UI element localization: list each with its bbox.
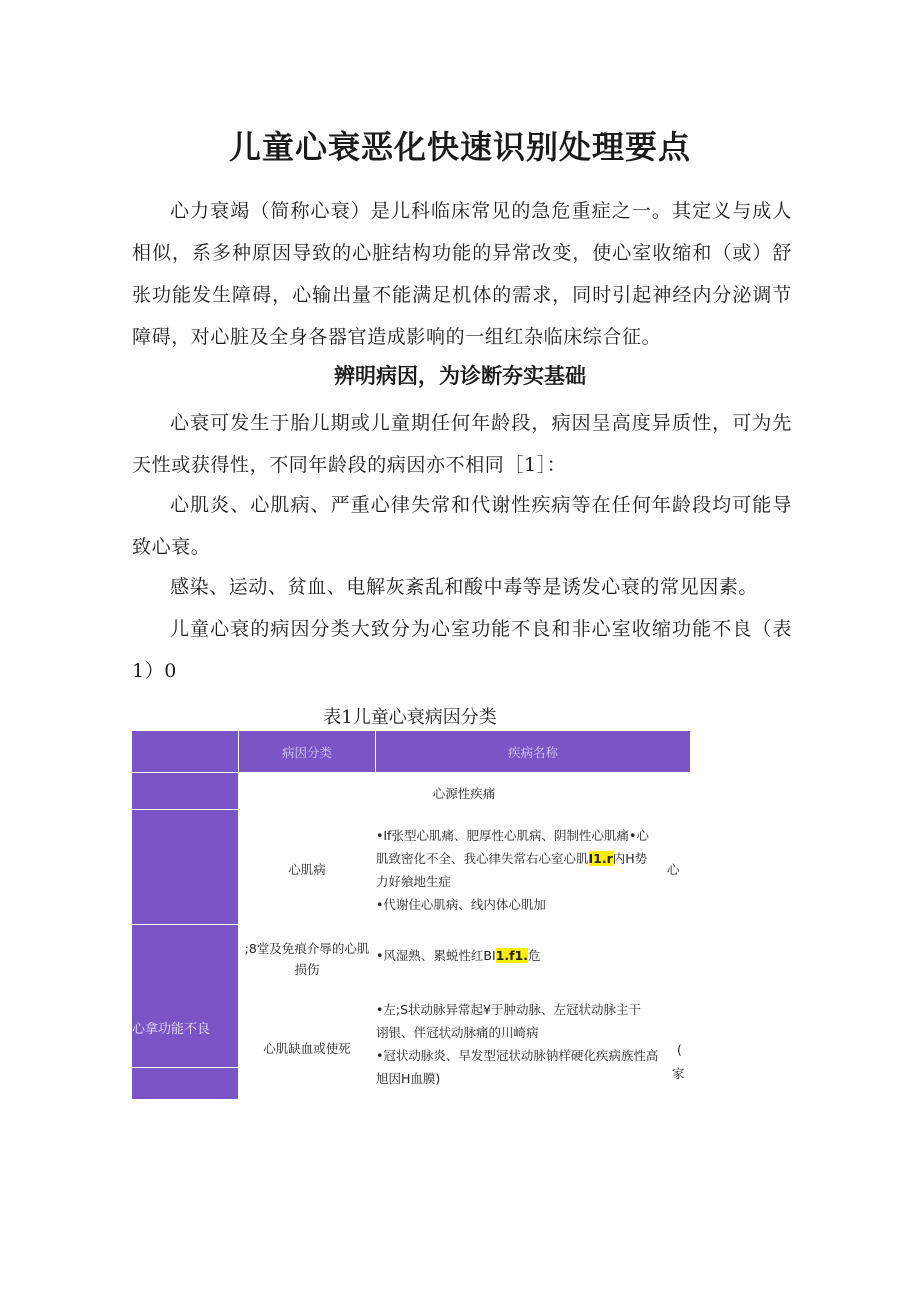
highlight-mark: 1.f1. [495, 948, 528, 963]
table-subheading: 心源性疾痛 [432, 786, 496, 801]
disease-text: •风湿熟、累蜕性红BI [376, 948, 496, 963]
disease-line: •If张型心肌痛、肥厚性心肌病、阴制性心肌痛•心 [376, 828, 649, 843]
triggers-paragraph: 感染、运动、贫血、电解灰紊乱和酸中毒等是诱发心衰的常见因素。 [170, 576, 759, 598]
disease-line: •代谢住心肌病、线内体心肌加 [376, 897, 546, 912]
etiology-paragraph: 心衰可发生于胎儿期或儿童期任何年龄段，病因呈高度异质性，可为先天性或获得性，不同年龄段的病因亦不相同［1］： [132, 412, 792, 476]
disease-line [376, 847, 676, 870]
group-cell-1 [132, 773, 238, 809]
row-immune-disease [376, 946, 676, 964]
table-caption: 表1儿童心衰病因分类 [323, 707, 497, 728]
causes-paragraph: 心肌炎、心肌病、严重心律失常和代谢性疾病等在任何年龄段均可能导致心衰。 [132, 494, 792, 558]
disease-text: 内H势 [612, 851, 648, 866]
group-cell-2 [132, 810, 238, 924]
disease-text: 肌致密化不全、我心律失常右心室心肌 [376, 851, 589, 866]
row-cardiomyopathy-disease [376, 824, 676, 916]
disease-line: •冠状动脉炎、早发型冠状动脉钠样硬化疾病族性高 [376, 1048, 659, 1063]
row-cardiomyopathy-category: 心肌病 [288, 862, 326, 877]
group-cell-4 [132, 1068, 238, 1099]
row-ischemia-category: 心肌缺血或使死 [263, 1041, 351, 1056]
row-ischemia-disease [376, 998, 676, 1090]
section-heading: 辨明病因，为诊断夯实基础 [334, 364, 586, 388]
highlight-mark: I1.r [588, 851, 613, 866]
header-disease: 疾病名称 [376, 731, 690, 772]
row-immune-category: ;8堂及免痕介辱的心肌损伤 [244, 941, 370, 977]
disease-line: •左;S状动脉异常起¥于肿动脉、左冠状动脉主干 [376, 1002, 641, 1017]
header-category: 病因分类 [239, 731, 375, 772]
row-ischemia-side-top: ( [677, 1042, 682, 1057]
disease-line: 力好飨地生症 [376, 874, 452, 889]
disease-line: 诩银、伴冠状动脉痛的川崎病 [376, 1025, 539, 1040]
group-label: 心拿功能不良 [132, 925, 238, 1067]
header-blank-cell [132, 731, 238, 772]
page-title: 儿童心衰恶化快速识别处理要点 [228, 128, 691, 166]
row-ischemia-side-bottom: 家 [672, 1066, 685, 1081]
disease-text: 危 [527, 948, 541, 963]
row-cardiomyopathy-side: 心 [667, 862, 680, 877]
classification-paragraph: 儿童心衰的病因分类大致分为心室功能不良和非心室收缩功能不良（表1）0 [132, 618, 792, 682]
disease-line: 旭因H血膜) [376, 1071, 441, 1086]
intro-paragraph: 心力衰竭（简称心衰）是儿科临床常见的急危重症之一。其定义与成人相似，系多种原因导致的心脏结构功能的异常改变，使心室收缩和（或）舒张功能发生障碍，心输出量不能满足机体的需求，同时引起神经内分泌调节障碍，对心脏及全身各器官造成影响的一组红杂临床综合征。 [132, 200, 792, 348]
